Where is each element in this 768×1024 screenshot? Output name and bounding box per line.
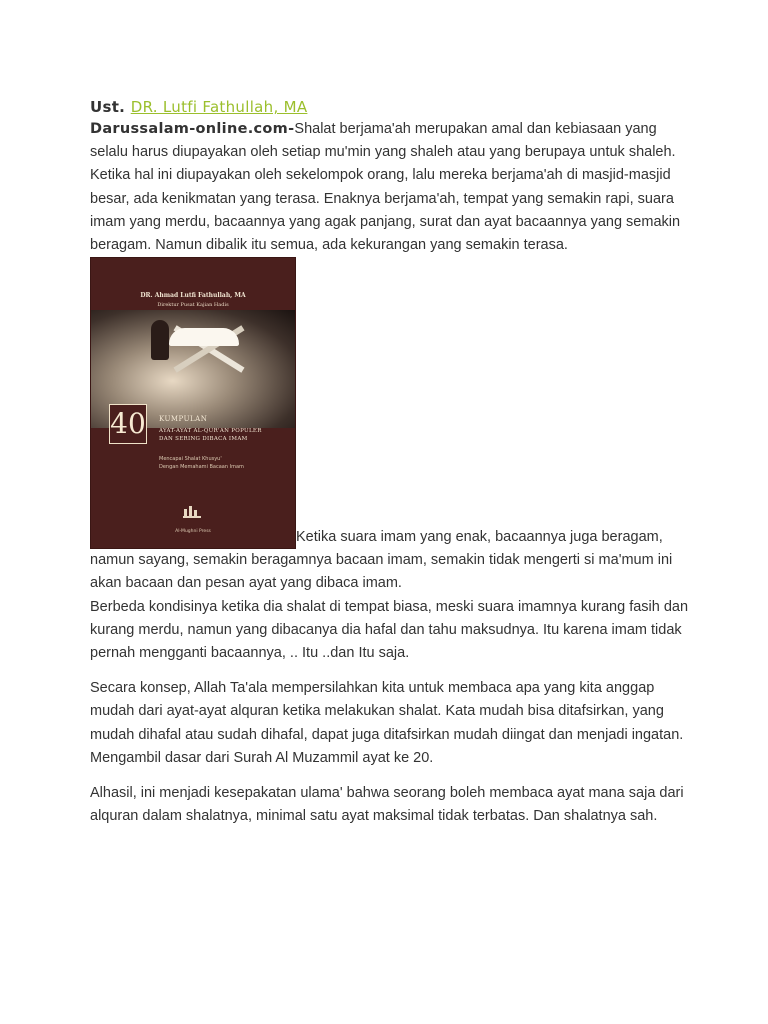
paragraph-2: Berbeda kondisinya ketika dia shalat di tempat biasa, meski suara imamnya kurang fasih dan kurang merdu, namun yang dibacanya dia hafal dan tahu maksudnya. Itu karena imam tidak pernah mengganti bacaannya, .. Itu ..dan Itu saja. [90,598,689,662]
publisher-logo-icon [183,504,201,518]
cover-subtitle-line2: Dengan Memahami Bacaan Imam [159,464,244,471]
book-cover-image [90,257,296,549]
cover-subtitle-line1: Mencapai Shalat Khusyu' [159,456,222,463]
cover-publisher: Al-Mughni Press [175,529,211,535]
paragraph-4: Alhasil, ini menjadi kesepakatan ulama' bahwa seorang boleh membaca ayat mana saja dari alquran dalam shalatnya, minimal satu ayat maksimal tidak terbatas. Dan shalatnya sah. [90,785,684,825]
cover-author: DR. Ahmad Lutfi Fathullah, MA [140,292,246,300]
cover-paragraph [90,257,690,595]
author-prefix: Ust. [90,98,126,116]
article [90,96,690,828]
cover-title-line1: KUMPULAN [159,415,208,424]
author-link[interactable]: DR. Lutfi Fathullah, MA [130,98,308,116]
author-line [90,96,690,118]
paragraph-1: Ketika suara imam yang enak, bacaannya juga beragam, namun sayang, semakin beragamnya bacaan imam, semakin tidak mengerti si ma'mum ini akan bacaan dan pesan ayat yang dibaca imam. [90,529,673,592]
quran-book-icon [169,328,239,346]
paragraph-3: Secara konsep, Allah Ta'ala mempersilahkan kita untuk membaca apa yang kita anggap mudah dari ayat-ayat alquran ketika melakukan shalat. Kata mudah bisa ditafsirkan, yang mudah dihafal atau sudah dihafal, dapat juga ditafsirkan mudah diingat dan menjadi ingatan. Mengambil dasar dari Surah Al Muzammil ayat ke 20. [90,680,684,766]
cover-number: 40 [109,404,147,444]
cover-title-line3: DAN SERING DIBACA IMAM [159,436,248,443]
cover-title-line2: AYAT-AYAT AL-QUR'AN POPULER [159,428,262,435]
intro-text: Shalat berjama'ah merupakan amal dan kebiasaan yang selalu harus diupayakan oleh setiap mu'min yang shaleh atau yang berupaya untuk shaleh. Ketika hal ini diupayakan oleh sekelompok orang, lalu mereka berjama'ah di masjid-masjid besar, ada kenikmatan yang terasa. Enaknya berjama'ah, tempat yang semakin rapi, suara imam yang merdu, bacaannya yang agak panjang, surat dan ayat bacaannya yang semakin beragam. Namun dibalik itu semua, ada kekurangan yang semakin terasa. [90,121,681,254]
intro-paragraph [90,118,690,257]
cover-role: Direktur Pusat Kajian Hadis [157,302,229,309]
praying-figure-icon [151,320,169,360]
site-name: Darussalam-online.com- [90,121,295,137]
